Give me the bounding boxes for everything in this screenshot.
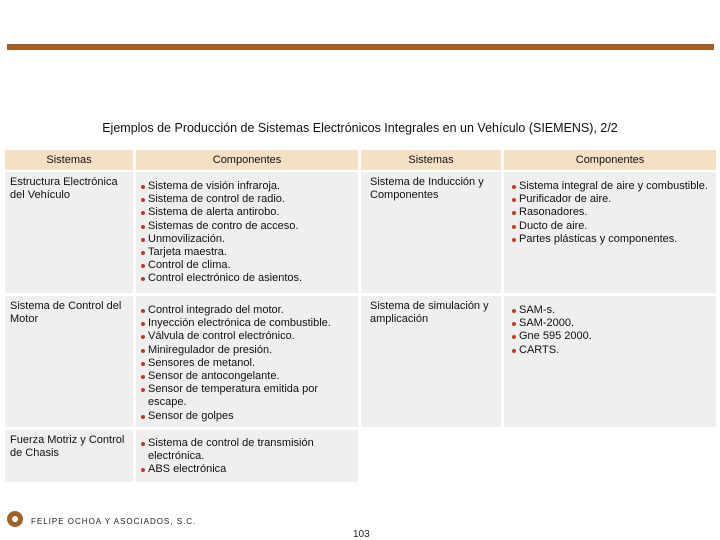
list-item: Sistema de alerta antirobo. [141,206,353,219]
list-item: Control electrónico de asientos. [141,272,353,285]
header-sistemas-right: Sistemas [361,150,501,170]
list-item: SAM-s. [512,304,711,317]
logo-circle-icon [7,511,23,527]
sistema-cell [361,296,501,427]
header-sistemas-left: Sistemas [5,150,133,170]
list-item: Purificador de aire. [512,193,711,206]
sistema-label: Sistema de simulación y amplicación [370,300,489,326]
sistema-cell [5,430,133,482]
list-item: Inyección electrónica de combustible. [141,317,353,330]
page-title: Ejemplos de Producción de Sistemas Electrónicos Integrales en un Vehículo (SIEMENS), 2/2 [102,121,618,135]
list-item: Gne 595 2000. [512,330,711,343]
sistema-label: Fuerza Motriz y Control de Chasis [10,434,125,460]
list-item: Control de clima. [141,259,353,272]
header-componentes-left: Componentes [136,150,358,170]
componentes-cell [136,430,358,482]
list-item: Miniregulador de presión. [141,344,353,357]
componentes-cell [136,296,358,427]
sistema-cell [361,172,501,293]
list-item: Sistema de visión infraroja. [141,180,353,193]
list-item: Sensor de antocongelante. [141,370,353,383]
sistema-label: Estructura Electrónica del Vehículo [10,176,118,202]
header-componentes-right: Componentes [504,150,716,170]
list-item: Rasonadores. [512,206,711,219]
list-item: Sensor de temperatura emitida por escape. [141,383,353,409]
list-item: Válvula de control electrónico. [141,330,353,343]
list-item: SAM-2000. [512,317,711,330]
list-item: ABS electrónica [141,463,353,476]
list-item: Sistema de control de radio. [141,193,353,206]
list-item: Sensores de metanol. [141,357,353,370]
list-item: Sensor de golpes [141,410,353,423]
sistema-cell [5,296,133,427]
top-accent-bar [7,44,714,50]
componentes-list [141,304,353,423]
list-item: Partes plásticas y componentes. [512,233,711,246]
sistema-label: Sistema de Inducción y Componentes [370,176,484,202]
list-item: CARTS. [512,344,711,357]
list-item: Tarjeta maestra. [141,246,353,259]
systems-table [5,150,716,510]
componentes-cell [504,172,716,293]
list-item: Ducto de aire. [512,220,711,233]
sistema-label: Sistema de Control del Motor [10,300,122,326]
componentes-cell [504,296,716,427]
componentes-cell [136,172,358,293]
list-item: Sistema integral de aire y combustible. [512,180,711,193]
componentes-list [141,180,353,286]
list-item: Unmovilización. [141,233,353,246]
sistema-cell [5,172,133,293]
componentes-list [512,180,711,246]
list-item: Sistema de control de transmisión electrónica. [141,437,353,463]
list-item: Control integrado del motor. [141,304,353,317]
componentes-list [512,304,711,357]
footer-company: FELIPE OCHOA Y ASOCIADOS, S.C. [31,517,197,526]
list-item: Sistemas de contro de acceso. [141,220,353,233]
page-number: 103 [353,529,370,540]
componentes-list [141,437,353,477]
